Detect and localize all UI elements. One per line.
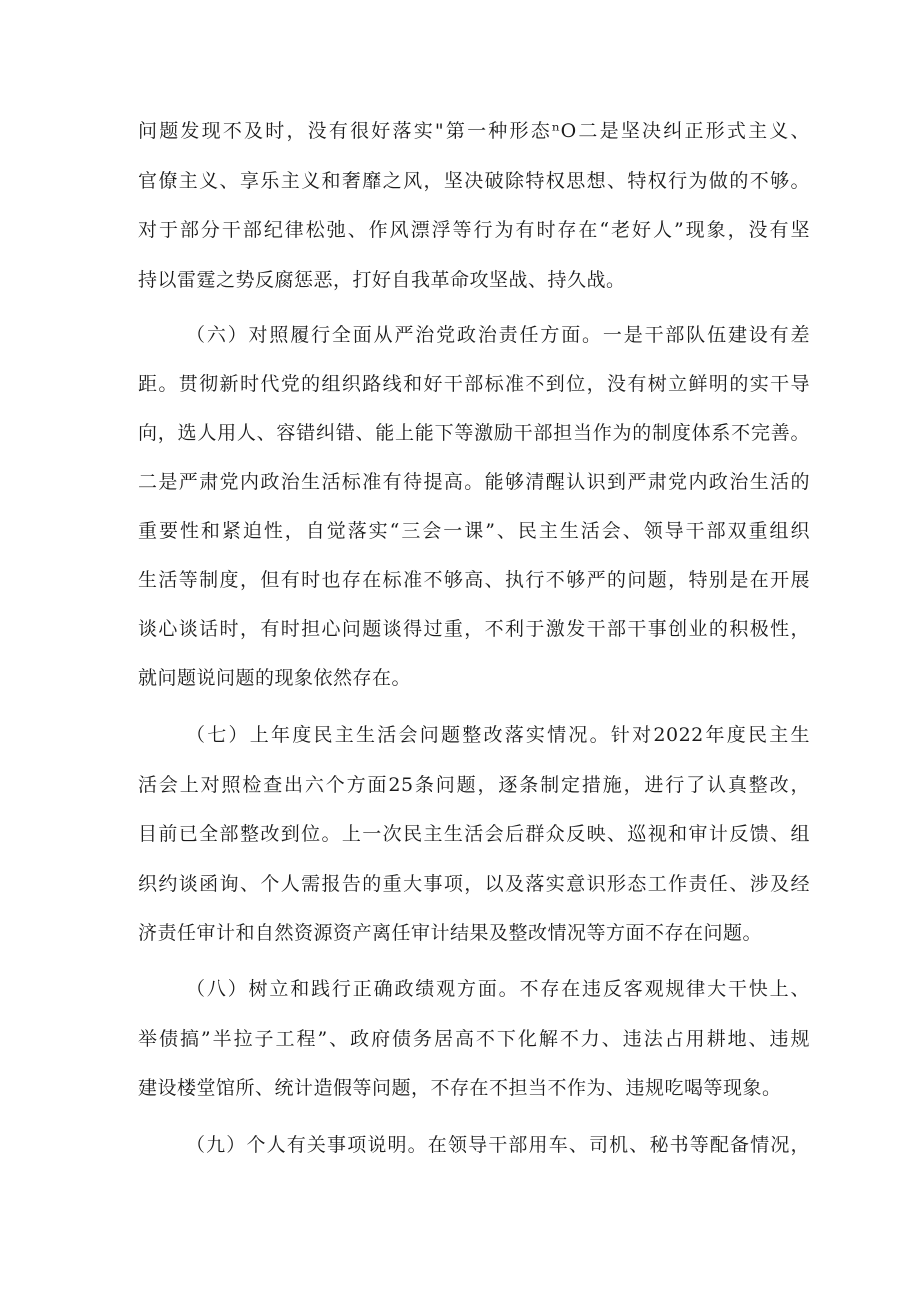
- paragraph-line: 济责任审计和自然资源资产离任审计结果及整改情况等方面不存在问题。: [138, 922, 763, 944]
- paragraph-line: 重要性和紧迫性，自觉落实“三会一课”、民主生活会、领导干部双重组织: [138, 520, 810, 542]
- paragraph-line: 距。贯彻新时代党的组织路线和好干部标准不到位，没有树立鲜明的实干导: [138, 373, 810, 395]
- paragraph-line: 向，选人用人、容错纠错、能上能下等激励干部担当作为的制度体系不完善。: [138, 422, 810, 444]
- paragraph-line: 对于部分干部纪律松弛、作风漂浮等行为有时存在“老好人”现象，没有坚: [138, 219, 810, 241]
- paragraph-line: （六）对照履行全面从严治党政治责任方面。一是干部队伍建设有差: [186, 324, 810, 346]
- paragraph-line: 就问题说问题的现象依然存在。: [138, 667, 412, 689]
- paragraph-line: 举债搞”半拉子工程”、政府债务居高不下化解不力、违法占用耕地、违规: [138, 1028, 810, 1050]
- paragraph-line: 官僚主义、享乐主义和奢靡之风，坚决破除特权思想、特权行为做的不够。: [138, 170, 810, 192]
- paragraph-line: （八）树立和践行正确政绩观方面。不存在违反客观规律大干快上、: [186, 978, 810, 1000]
- paragraph-line: 问题发现不及时，没有很好落实"第一种形态ⁿO二是坚决纠正形式主义、: [138, 120, 810, 142]
- paragraph-line: 活会上对照检查出六个方面25条问题，逐条制定措施，进行了认真整改，: [138, 774, 810, 796]
- paragraph-line: 织约谈函询、个人需报告的重大事项，以及落实意识形态工作责任、涉及经: [138, 873, 810, 895]
- paragraph-line: 谈心谈话时，有时担心问题谈得过重，不利于激发干部干事创业的积极性，: [138, 618, 810, 640]
- paragraph-line: 持以雷霆之势反腐惩恶，打好自我革命攻坚战、持久战。: [138, 269, 626, 291]
- paragraph-line: 建设楼堂馆所、统计造假等问题，不存在不担当不作为、违规吃喝等现象。: [138, 1077, 782, 1099]
- paragraph-line: （七）上年度民主生活会问题整改落实情况。针对2022年度民主生: [186, 724, 810, 746]
- paragraph-line: （九）个人有关事项说明。在领导干部用车、司机、秘书等配备情况，: [186, 1134, 810, 1156]
- paragraph-line: 二是严肃党内政治生活标准有待提高。能够清醒认识到严肃党内政治生活的: [138, 471, 810, 493]
- paragraph-line: 生活等制度，但有时也存在标准不够高、执行不够严的问题，特别是在开展: [138, 569, 810, 591]
- paragraph-line: 目前已全部整改到位。上一次民主生活会后群众反映、巡视和审计反馈、组: [138, 823, 810, 845]
